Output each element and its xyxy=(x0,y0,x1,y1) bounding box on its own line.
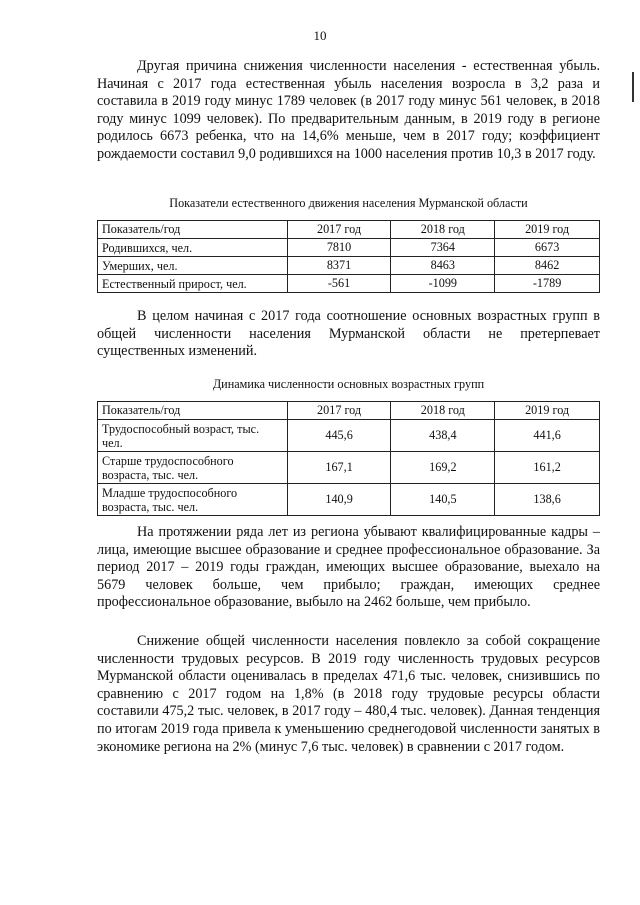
table-row xyxy=(98,484,600,516)
scan-edge-mark xyxy=(632,72,634,102)
table-cell: 8462 xyxy=(495,257,600,275)
table-cell: 6673 xyxy=(495,239,600,257)
table-cell: Трудоспособный возраст, тыс. чел. xyxy=(98,420,288,452)
paragraph-age-groups: В целом начиная с 2017 года соотношение основных возрастных групп в общей численности населения Мурманской области не претерпевает существенных изменений. xyxy=(97,308,600,360)
table-cell: Естественный прирост, чел. xyxy=(98,275,288,293)
table-header-row xyxy=(98,221,600,239)
table-cell: -1099 xyxy=(391,275,495,293)
paragraph-qualified-outflow: На протяжении ряда лет из региона убывают квалифицированные кадры – лица, имеющие высшее образование и среднее профессиональное образование. За период 2017 – 2019 годы граждан, имеющих высшее образование, выехало на 5679 человек больше, чем прибыло; граждан, имеющих среднее профессиональное образование, выбыло на 2462 больше, чем прибыло. xyxy=(97,524,600,611)
table-header-cell: 2018 год xyxy=(391,402,495,420)
table-header-cell: 2017 год xyxy=(287,402,391,420)
table-cell: 445,6 xyxy=(287,420,391,452)
table-cell: 140,9 xyxy=(287,484,391,516)
paragraph-natural-decline: Другая причина снижения численности населения - естественная убыль. Начиная с 2017 года естественная убыль населения возросла в 3,2 раза и составила в 2019 году минус 1789 человек (в 2017 году минус 561 человек, в 2018 году минус 1099 человек). По предварительным данным, в 2019 году в регионе родилось 6673 ребенка, что на 14,6% меньше, чем в 2017 году; коэффициент рождаемости составил 9,0 родившихся на 1000 населения против 10,3 в 2017 году. xyxy=(97,58,600,162)
table-row xyxy=(98,239,600,257)
table-row xyxy=(98,257,600,275)
table-cell: 167,1 xyxy=(287,452,391,484)
table-header-cell: Показатель/год xyxy=(98,221,288,239)
table-natural-movement xyxy=(97,220,600,293)
table-row xyxy=(98,452,600,484)
table-cell: 441,6 xyxy=(495,420,600,452)
table-row xyxy=(98,420,600,452)
paragraph-labor-resources: Снижение общей численности населения повлекло за собой сокращение численности трудовых ресурсов. В 2019 году численность трудовых ресурсов Мурманской области оценивалась в пределах 471,6 тыс. человек, снизившись по сравнению с 2017 годом на 1,8% (в 2018 году трудовые ресурсы области составили 475,2 тыс. человек, в 2017 году – 480,4 тыс. человек). Данная тенденция по итогам 2019 года привела к уменьшению среднегодовой численности занятых в экономике региона на 2% (минус 7,6 тыс. человек) в сравнении с 2017 годом. xyxy=(97,633,600,755)
table-cell: 161,2 xyxy=(495,452,600,484)
table-cell: 8371 xyxy=(287,257,391,275)
table-cell: 7810 xyxy=(287,239,391,257)
table-cell: 169,2 xyxy=(391,452,495,484)
table-age-groups xyxy=(97,401,600,516)
table-header-cell: 2019 год xyxy=(495,402,600,420)
page-number: 10 xyxy=(313,28,327,43)
table-cell: Младше трудоспособного возраста, тыс. чел. xyxy=(98,484,288,516)
table-cell: 138,6 xyxy=(495,484,600,516)
table-header-cell: 2018 год xyxy=(391,221,495,239)
table1-caption: Показатели естественного движения населения Мурманской области xyxy=(169,196,528,210)
table-cell: Старше трудоспособного возраста, тыс. чел. xyxy=(98,452,288,484)
table-header-cell: Показатель/год xyxy=(98,402,288,420)
table-cell: 140,5 xyxy=(391,484,495,516)
table-cell: Родившихся, чел. xyxy=(98,239,288,257)
table-cell: 438,4 xyxy=(391,420,495,452)
table-cell: Умерших, чел. xyxy=(98,257,288,275)
table-cell: 7364 xyxy=(391,239,495,257)
table-row xyxy=(98,275,600,293)
table-header-cell: 2019 год xyxy=(495,221,600,239)
table-cell: -561 xyxy=(287,275,391,293)
table-header-row xyxy=(98,402,600,420)
table-cell: -1789 xyxy=(495,275,600,293)
table2-caption: Динамика численности основных возрастных групп xyxy=(212,377,485,391)
table-header-cell: 2017 год xyxy=(287,221,391,239)
table-cell: 8463 xyxy=(391,257,495,275)
